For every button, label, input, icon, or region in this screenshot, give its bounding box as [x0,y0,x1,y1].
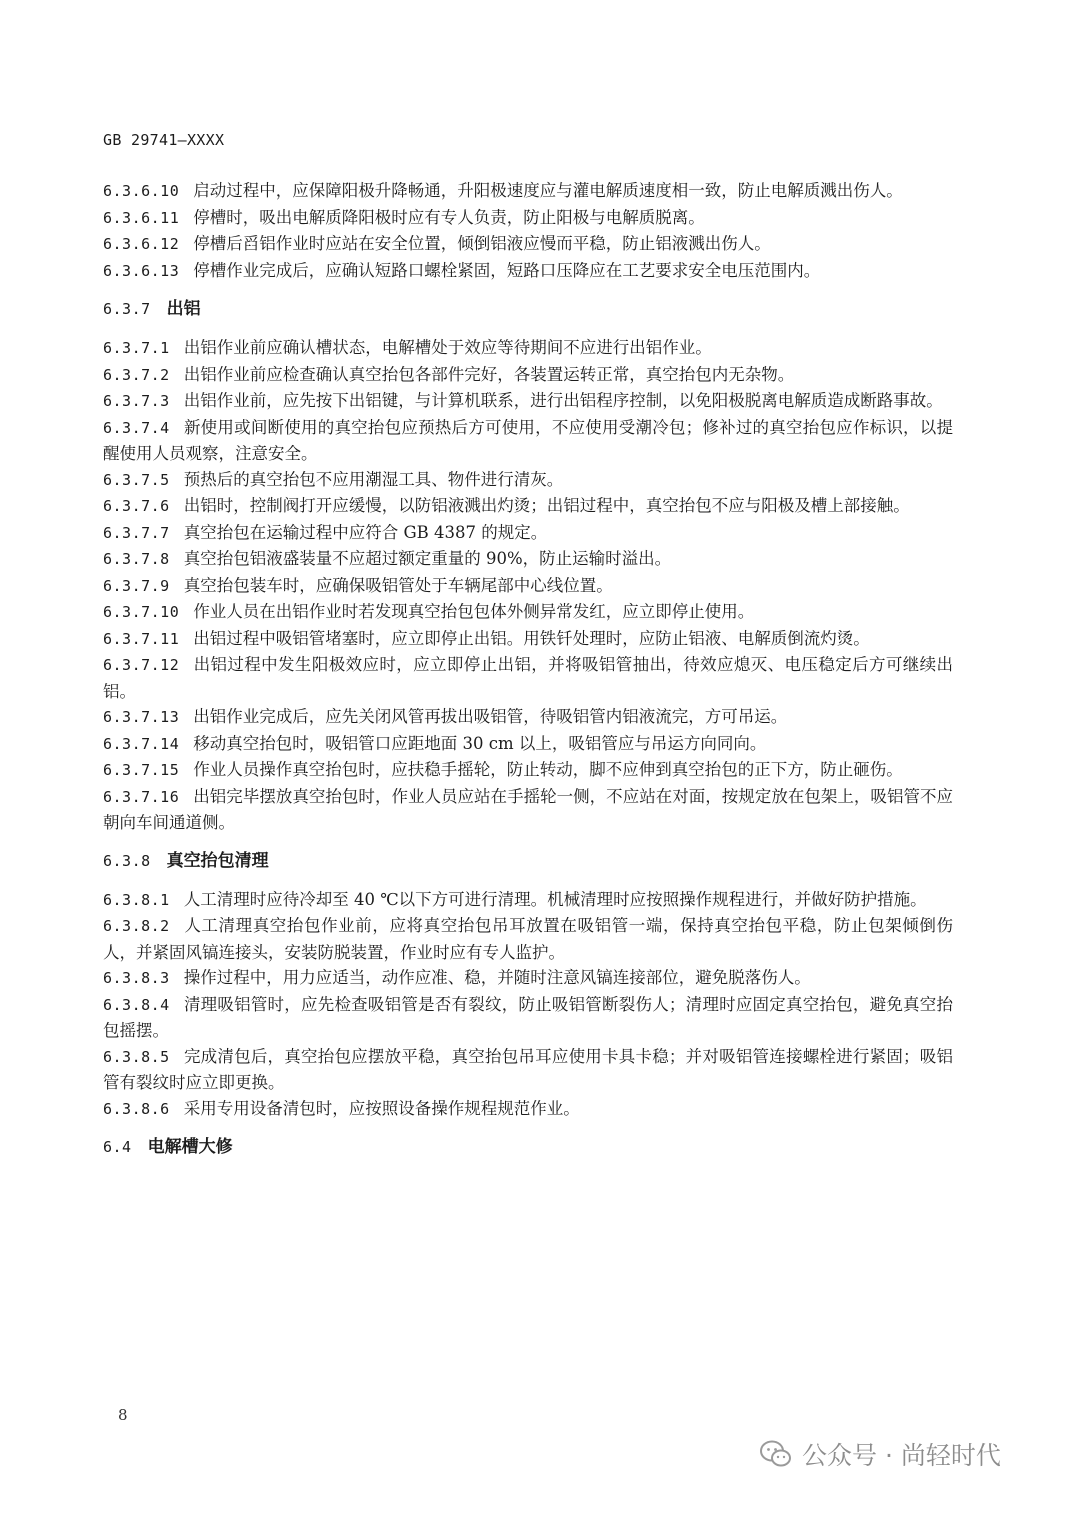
clause-text: 操作过程中，用力应适当，动作应准、稳，并随时注意风镐连接部位，避免脱落伤人。 [183,968,811,987]
clause-number: 6.3.8.4 [103,995,170,1014]
clause-text: 真空抬包在运输过程中应符合 GB 4387 的规定。 [183,522,548,542]
clause-number: 6.3.8.1 [103,890,170,909]
clause-paragraph [103,258,953,285]
clause-number: 6.3.7.12 [103,656,180,674]
clause-text: 预热后的真空抬包不应用潮湿工具、物件进行清灰。 [183,469,564,489]
clause-number: 6.3.7.15 [103,761,180,779]
clause-text: 作业人员在出铝作业时若发现真空抬包包体外侧异常发红，应立即停止使用。 [193,602,755,621]
clause-text: 停槽时，吸出电解质降阳极时应有专人负责，防止阳极与电解质脱离。 [193,207,705,227]
clause-number: 6.3.7.5 [103,470,170,489]
clause-number: 6.3.6.11 [103,208,180,227]
section-title: 真空抬包清理 [166,850,269,871]
clause-paragraph [103,731,953,758]
clause-number: 6.3.7.9 [103,576,170,595]
clause-paragraph [103,205,953,232]
clause-paragraph [103,626,953,653]
standard-code-header: GB 29741—XXXX [103,131,225,149]
clause-number: 6.3.6.10 [103,182,180,200]
clause-number: 6.3.8.3 [103,969,170,987]
clause-paragraph [103,493,953,520]
clause-paragraph [103,546,953,573]
clause-number: 6.3.8.6 [103,1099,170,1118]
clause-number: 6.3.7.8 [103,550,170,568]
clause-paragraph [103,704,953,731]
section-number: 6.3.7 [103,300,151,318]
clause-paragraph [103,992,953,1044]
clause-text: 真空抬包铝液盛装量不应超过额定重量的 90%，防止运输时溢出。 [183,549,672,568]
clause-text: 完成清包后，真空抬包应摆放平稳，真空抬包吊耳应使用卡具卡稳；并对吸铝管连接螺栓进行紧固；吸铝管有裂纹时应立即更换。 [103,1046,953,1092]
clause-number: 6.3.7.13 [103,708,180,726]
clause-number: 6.3.7.16 [103,787,180,806]
clause-paragraph [103,178,953,205]
clause-paragraph [103,231,953,258]
section-number: 6.4 [103,1138,132,1156]
clause-number: 6.3.7.3 [103,392,170,410]
clause-paragraph [103,573,953,600]
clause-text: 作业人员操作真空抬包时，应扶稳手摇轮，防止转动，脚不应伸到真空抬包的正下方，防止砸伤。 [193,760,903,779]
clause-text: 人工清理时应待冷却至 40 ℃以下方可进行清理。机械清理时应按照操作规程进行，并做好防护措施。 [183,889,927,909]
clause-text: 出铝作业完成后，应先关闭风管再拔出吸铝管，待吸铝管内铝液流完，方可吊运。 [193,707,788,726]
clause-paragraph [103,1044,953,1096]
clause-number: 6.3.8.2 [103,917,170,935]
clause-text: 出铝时，控制阀打开应缓慢，以防铝液溅出灼烫；出铝过程中，真空抬包不应与阳极及槽上部接触。 [183,496,910,515]
clause-number: 6.3.7.7 [103,523,170,542]
clause-text: 人工清理真空抬包作业前，应将真空抬包吊耳放置在吸铝管一端，保持真空抬包平稳，防止包架倾倒伤人，并紧固风镐连接头，安装防脱装置，作业时应有专人监护。 [103,916,953,962]
clause-paragraph [103,520,953,547]
clause-paragraph [103,1096,953,1123]
clause-text: 出铝作业前应检查确认真空抬包各部件完好，各装置运转正常，真空抬包内无杂物。 [183,364,795,384]
clause-text: 出铝过程中发生阳极效应时，应立即停止出铝，并将吸铝管抽出，待效应熄灭、电压稳定后方可继续出铝。 [103,655,953,701]
section-heading [103,297,953,322]
clause-number: 6.3.7.10 [103,603,180,621]
clause-paragraph [103,757,953,784]
clause-paragraph [103,388,953,415]
watermark-text: 公众号 · 尚轻时代 [802,1441,1001,1470]
clause-text: 出铝作业前，应先按下出铝键，与计算机联系，进行出铝程序控制，以免阳极脱离电解质造成断路事故。 [183,391,943,410]
clause-text: 清理吸铝管时，应先检查吸铝管是否有裂纹，防止吸铝管断裂伤人；清理时应固定真空抬包，避免真空抬包摇摆。 [103,994,953,1040]
clause-text: 真空抬包装车时，应确保吸铝管处于车辆尾部中心线位置。 [183,575,613,595]
clause-paragraph [103,467,953,494]
clause-number: 6.3.7.14 [103,734,180,753]
clause-paragraph [103,965,953,992]
section-title: 出铝 [166,299,201,319]
clause-number: 6.3.7.4 [103,418,170,437]
section-heading [103,849,953,874]
clause-text: 新使用或间断使用的真空抬包应预热后方可使用，不应使用受潮冷包；修补过的真空抬包应作标识，以提醒使用人员观察，注意安全。 [103,417,953,463]
clause-paragraph [103,415,953,467]
clause-text: 采用专用设备清包时，应按照设备操作规程规范作业。 [183,1098,580,1118]
section-heading [103,1135,953,1160]
clause-number: 6.3.7.6 [103,497,170,515]
clause-number: 6.3.6.12 [103,235,180,253]
clause-text: 停槽后舀铝作业时应站在安全位置，倾倒铝液应慢而平稳，防止铝液溅出伤人。 [193,234,771,253]
clause-number: 6.3.7.1 [103,339,170,357]
clause-number: 6.3.6.13 [103,261,180,280]
clause-number: 6.3.7.2 [103,365,170,384]
clause-text: 移动真空抬包时，吸铝管口应距地面 30 cm 以上，吸铝管应与吊运方向同向。 [193,733,767,753]
page-number: 8 [118,1406,128,1424]
clause-number: 6.3.7.11 [103,629,180,648]
clause-text: 停槽作业完成后，应确认短路口螺栓紧固，短路口压降应在工艺要求安全电压范围内。 [193,260,821,280]
clause-number: 6.3.8.5 [103,1047,170,1066]
clause-text: 出铝作业前应确认槽状态，电解槽处于效应等待期间不应进行出铝作业。 [183,338,712,357]
clause-text: 出铝完毕摆放真空抬包时，作业人员应站在手摇轮一侧，不应站在对面，按规定放在包架上，吸铝管不应朝向车间通道侧。 [103,786,953,832]
document-body [103,178,953,1173]
section-number: 6.3.8 [103,851,151,870]
clause-paragraph [103,362,953,389]
watermark [760,1436,1001,1472]
section-title: 电解槽大修 [147,1137,233,1157]
wechat-icon [760,1439,792,1469]
clause-paragraph [103,652,953,704]
clause-text: 启动过程中，应保障阳极升降畅通，升阳极速度应与灌电解质速度相一致，防止电解质溅出伤人。 [193,181,903,200]
clause-paragraph [103,599,953,626]
clause-text: 出铝过程中吸铝管堵塞时，应立即停止出铝。用铁钎处理时，应防止铝液、电解质倒流灼烫。 [193,628,870,648]
clause-paragraph [103,887,953,914]
clause-paragraph [103,784,953,836]
clause-paragraph [103,335,953,362]
clause-paragraph [103,913,953,965]
